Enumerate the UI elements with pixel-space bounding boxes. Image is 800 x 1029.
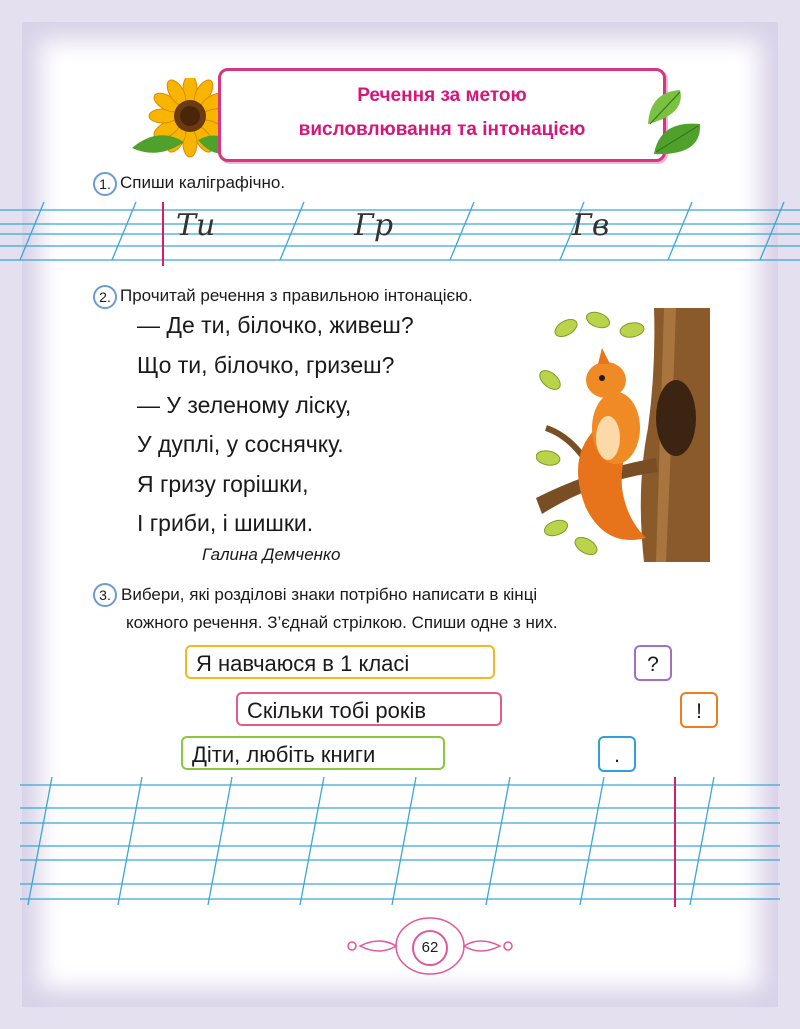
writing-lines-2[interactable] bbox=[0, 775, 800, 910]
task-2-number: 2. bbox=[93, 285, 117, 309]
task-1-text: Спиши каліграфічно. bbox=[120, 173, 286, 192]
sentence-box-3[interactable]: Діти, любіть книги bbox=[181, 736, 445, 770]
sample-letter-3: Гв bbox=[572, 208, 610, 243]
title-line-2: висловлювання та інтонацією bbox=[298, 119, 586, 140]
poem-line-4: У дуплі, у соснячку. bbox=[137, 431, 344, 457]
title-banner bbox=[218, 68, 666, 162]
page-number: 62 bbox=[412, 930, 448, 966]
sentence-box-2[interactable]: Скільки тобі років bbox=[236, 692, 502, 726]
task-1-number: 1. bbox=[93, 172, 117, 196]
writing-lines-1[interactable] bbox=[0, 200, 800, 270]
poem-line-5: Я гризу горішки, bbox=[137, 471, 309, 497]
poem-line-6: І гриби, і шишки. bbox=[137, 510, 314, 536]
sample-letter-2: Гр bbox=[354, 208, 394, 243]
task-3-text-line-1: Вибери, які розділові знаки потрібно написати в кінці bbox=[121, 585, 538, 604]
poem-author: Галина Демченко bbox=[202, 545, 341, 564]
poem-line-3: — У зеленому ліску, bbox=[137, 392, 352, 418]
task-2-text: Прочитай речення з правильною інтонацією. bbox=[120, 286, 473, 305]
period-box[interactable]: . bbox=[598, 736, 636, 772]
sentence-box-1[interactable]: Я навчаюся в 1 класі bbox=[185, 645, 495, 679]
task-3-number: 3. bbox=[93, 583, 117, 607]
poem-line-1: — Де ти, білочко, живеш? bbox=[137, 312, 414, 338]
squirrel-illustration bbox=[536, 308, 710, 562]
task-3-text-line-2: кожного речення. З’єднай стрілкою. Спиши одне з них. bbox=[126, 613, 558, 632]
title-line-1: Речення за метою bbox=[357, 85, 527, 106]
poem-line-2: Що ти, білочко, гризеш? bbox=[137, 352, 395, 378]
leaf-icon bbox=[640, 84, 710, 162]
exclamation-mark-box[interactable]: ! bbox=[680, 692, 718, 728]
sample-letter-1: Ти bbox=[176, 208, 216, 243]
question-mark-box[interactable]: ? bbox=[634, 645, 672, 681]
